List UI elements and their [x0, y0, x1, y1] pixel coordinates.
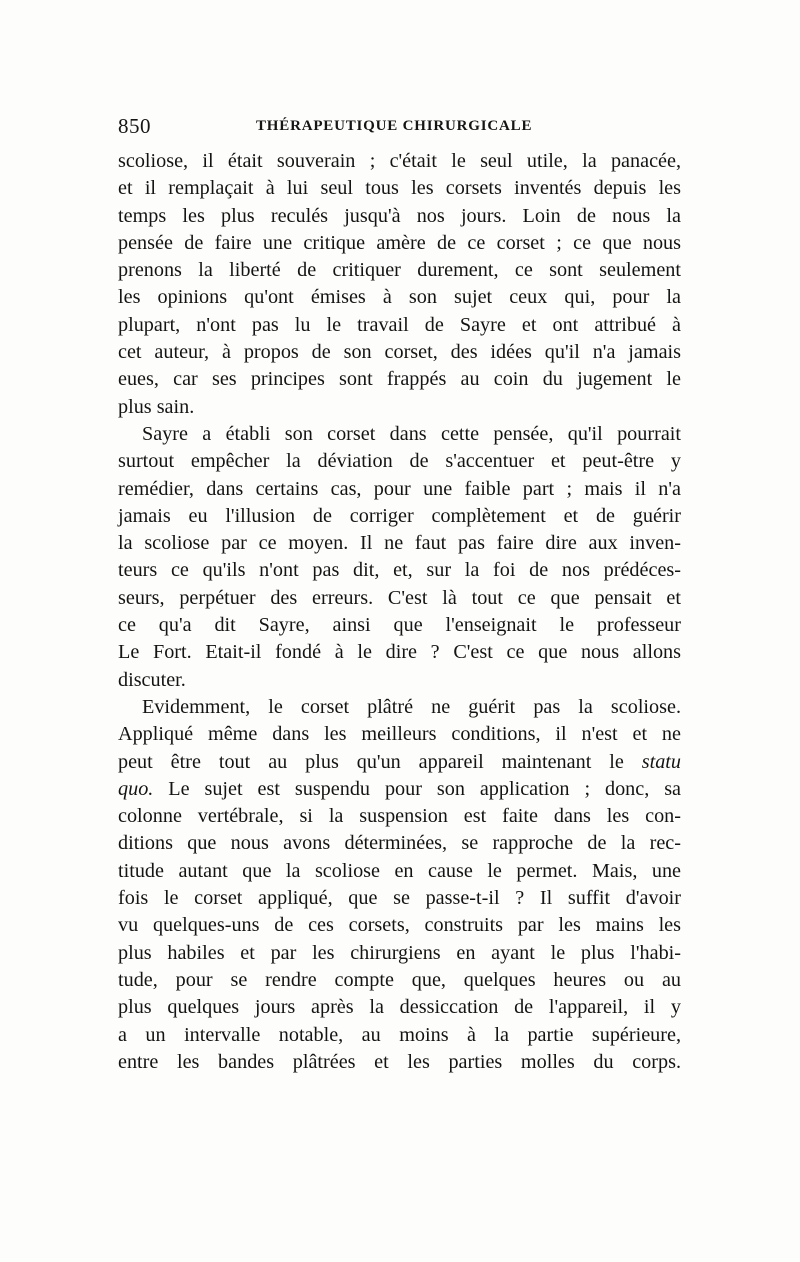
text-line: la scoliose par ce moyen. Il ne faut pas faire dire aux inven- — [118, 532, 681, 555]
text-line: cet auteur, à propos de son corset, des idées qu'il n'a jamais — [118, 341, 681, 364]
text-line: jamais eu l'illusion de corriger complètement et de guérir — [118, 504, 681, 527]
text-line — [118, 776, 681, 803]
text-line: prenons la liberté de critiquer durement, ce sont seulement — [118, 259, 681, 282]
text-line: ce qu'a dit Sayre, ainsi que l'enseignait le professeur — [118, 614, 681, 637]
text-line: pensée de faire une critique amère de ce corset ; ce que nous — [118, 231, 681, 254]
text-line: entre les bandes plâtrées et les parties molles du corps. — [118, 1050, 681, 1073]
text-line: tude, pour se rendre compte que, quelques heures ou au — [118, 968, 681, 991]
text-line: temps les plus reculés jusqu'à nos jours. Loin de nous la — [118, 204, 681, 227]
text-line-part: peut être tout au plus qu'un appareil maintenant le — [118, 750, 624, 773]
text-line: et il remplaçait à lui seul tous les corsets inventés depuis les — [118, 177, 681, 200]
text-line: teurs ce qu'ils n'ont pas dit, et, sur la foi de nos prédéces- — [118, 559, 681, 582]
text-line: titude autant que la scoliose en cause le permet. Mais, une — [118, 859, 681, 882]
text-line: remédier, dans certains cas, pour une faible part ; mais il n'a — [118, 477, 681, 500]
text-line-part: Le sujet est suspendu pour son application ; donc, sa — [168, 777, 682, 800]
text-line: seurs, perpétuer des erreurs. C'est là tout ce que pensait et — [118, 586, 681, 609]
body-text — [118, 148, 681, 1076]
text-line: les opinions qu'ont émises à son sujet ceux qui, pour la — [118, 286, 681, 309]
text-line: fois le corset appliqué, que se passe-t-il ? Il suffit d'avoir — [118, 887, 681, 910]
text-line: eues, car ses principes sont frappés au coin du jugement le — [118, 368, 681, 391]
paragraph-end-line: discuter. — [118, 668, 186, 691]
running-title: THÉRAPEUTIQUE CHIRURGICALE — [256, 118, 533, 134]
italic-term: quo. — [118, 777, 154, 800]
text-line: a un intervalle notable, au moins à la partie supérieure, — [118, 1023, 681, 1046]
paragraph-start-line: Sayre a établi son corset dans cette pensée, qu'il pourrait — [142, 422, 681, 445]
text-line: plus habiles et par les chirurgiens en ayant le plus l'habi- — [118, 941, 681, 964]
text-line: scoliose, il était souverain ; c'était le seul utile, la panacée, — [118, 150, 681, 172]
page-number: 850 — [118, 114, 151, 138]
italic-term: statu — [641, 750, 682, 773]
text-line: plupart, n'ont pas lu le travail de Sayre et ont attribué à — [118, 313, 681, 336]
text-line: surtout empêcher la déviation de s'accentuer et peut-être y — [118, 450, 681, 473]
text-line: vu quelques-uns de ces corsets, construits par les mains les — [118, 914, 681, 937]
text-line: colonne vertébrale, si la suspension est faite dans les con- — [118, 805, 681, 828]
text-line — [118, 749, 681, 776]
paragraph-end-line: plus sain. — [118, 395, 195, 418]
text-line: Appliqué même dans les meilleurs conditions, il n'est et ne — [118, 723, 681, 746]
text-line: Le Fort. Etait-il fondé à le dire ? C'est ce que nous allons — [118, 641, 681, 664]
paragraph-start-line: Evidemment, le corset plâtré ne guérit pas la scoliose. — [142, 695, 681, 718]
text-line: ditions que nous avons déterminées, se rapproche de la rec- — [118, 832, 681, 855]
page-header — [118, 114, 681, 144]
text-line: plus quelques jours après la dessiccation de l'appareil, il y — [118, 996, 681, 1019]
